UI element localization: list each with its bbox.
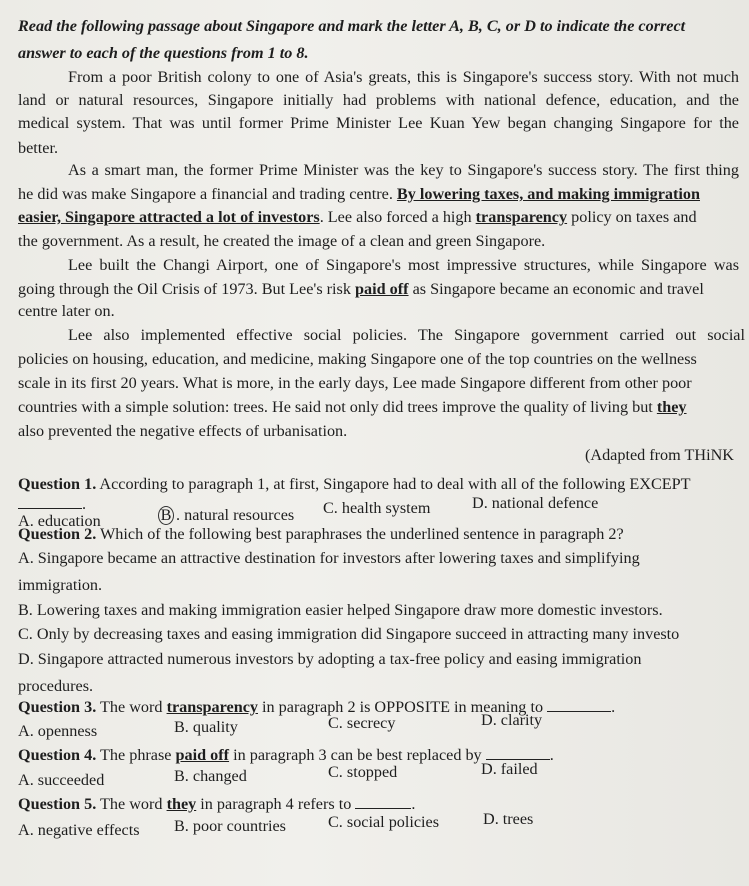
p1-line-4: better. [18,139,59,157]
q1-option-c[interactable]: C. health system [323,499,431,517]
question-4-text-a: The phrase [96,746,176,764]
q2-option-a-line-1[interactable]: A. Singapore became an attractive destination for investors after lowering taxes and simplifying [18,549,640,567]
question-2-label: Question 2. [18,525,97,543]
question-3-text-a: The word [96,698,167,716]
instructions-line-1: Read the following passage about Singapore and mark the letter A, B, C, or D to indicate the correct [18,17,686,35]
answer-blank[interactable] [547,697,611,712]
question-4-phrase: paid off [175,746,230,764]
q4-option-c[interactable]: C. stopped [328,763,398,781]
question-5-label: Question 5. [18,795,97,813]
p4-line-5: also prevented the negative effects of urbanisation. [18,422,348,440]
underlined-word-they: they [656,398,687,416]
question-5-text-b: in paragraph 4 refers to [196,795,356,813]
q5-option-d[interactable]: D. trees [483,810,534,828]
q5-option-c[interactable]: C. social policies [328,813,440,831]
q1-option-b[interactable] [158,505,294,525]
q4-option-a[interactable]: A. succeeded [18,771,105,789]
p3-line-2-tail: as Singapore became an economic and travel [408,280,704,298]
answer-blank[interactable] [18,494,82,509]
p2-line-2 [18,184,741,204]
q1-option-d[interactable]: D. national defence [472,494,599,512]
instructions-line-2: answer to each of the questions from 1 to 8. [18,44,309,62]
answer-blank[interactable] [355,794,411,809]
selected-answer-circle: B [158,506,174,525]
q3-option-b[interactable]: B. quality [174,718,238,736]
p2-line-4: the government. As a result, he created the image of a clean and green Singapore. [18,232,546,250]
q2-option-a-line-2[interactable]: immigration. [18,576,103,594]
question-2-text: Which of the following best paraphrases the underlined sentence in paragraph 2? [96,525,624,543]
question-5-word: they [166,795,197,813]
underlined-sentence-part-2: easier, Singapore attracted a lot of investors [18,208,320,226]
q5-option-a[interactable]: A. negative effects [18,821,140,839]
p1-line-2: land or natural resources, Singapore initially had problems with national defence, education, and the [18,91,739,109]
question-3-dot: . [611,698,616,716]
question-1 [18,474,749,494]
question-3-text-b: in paragraph 2 is OPPOSITE in meaning to [258,698,548,716]
p3-line-3: centre later on. [18,302,115,320]
question-2 [18,524,741,544]
p1-line-3: medical system. That was until former Prime Minister Lee Kuan Yew began changing Singapore for the [18,114,739,132]
q1-option-b-text: . natural resources [176,506,295,524]
q2-option-d-line-2[interactable]: procedures. [18,677,94,695]
q3-option-c[interactable]: C. secrecy [328,714,396,732]
p2-line-2-text: he did was make Singapore a financial and trading centre. [18,185,397,203]
p4-line-1: Lee also implemented effective social policies. The Singapore government carried out social [68,326,745,344]
p4-line-4-text: countries with a simple solution: trees. He said not only did trees improve the quality of living but [18,398,657,416]
q4-option-b[interactable]: B. changed [174,767,247,785]
p1-line-1: From a poor British colony to one of Asia's greats, this is Singapore's success story. With not much [68,68,739,86]
question-1-dot: . [82,495,87,513]
p2-line-3-text: . Lee also forced a high [319,208,476,226]
underlined-word-transparency: transparency [475,208,568,226]
source-credit: (Adapted from THiNK [585,446,734,464]
q2-option-d-line-1[interactable]: D. Singapore attracted numerous investors by adopting a tax-free policy and easing immigration [18,650,642,668]
p3-line-2 [18,279,741,299]
underlined-phrase-paid-off: paid off [355,280,409,298]
answer-blank[interactable] [486,745,550,760]
question-4-dot: . [549,746,554,764]
p4-line-2: policies on housing, education, and medicine, making Singapore one of the top countries on the wellness [18,350,697,368]
question-4-text-b: in paragraph 3 can be best replaced by [229,746,486,764]
question-1-text: According to paragraph 1, at first, Singapore had to deal with all of the following EXCEPT [96,475,691,493]
question-5 [18,794,741,814]
p4-line-3: scale in its first 20 years. What is more, in the early days, Lee made Singapore different from other poor [18,374,692,392]
p2-line-1: As a smart man, the former Prime Minister was the key to Singapore's success story. The first thing [68,161,739,179]
p3-line-2-text: going through the Oil Crisis of 1973. But Lee's risk [18,280,355,298]
p2-line-3 [18,207,741,227]
underlined-sentence-part-1: By lowering taxes, and making immigration [396,185,700,203]
q1-option-a[interactable]: A. education [18,512,101,530]
p2-line-3-tail: policy on taxes and [567,208,697,226]
q5-option-b[interactable]: B. poor countries [174,817,286,835]
question-3-label: Question 3. [18,698,97,716]
question-5-text-a: The word [96,795,167,813]
q2-option-c[interactable]: C. Only by decreasing taxes and easing immigration did Singapore succeed in attracting many investo [18,625,680,643]
question-3-word: transparency [166,698,258,716]
q2-option-b[interactable]: B. Lowering taxes and making immigration easier helped Singapore draw more domestic investors. [18,601,663,619]
question-1-label: Question 1. [18,475,97,493]
q3-option-a[interactable]: A. openness [18,722,98,740]
q4-option-d[interactable]: D. failed [481,760,538,778]
question-4-label: Question 4. [18,746,97,764]
p4-line-4 [18,397,749,417]
q3-option-d[interactable]: D. clarity [481,711,543,729]
p3-line-1: Lee built the Changi Airport, one of Singapore's most impressive structures, while Singapore was [68,256,739,274]
question-5-dot: . [411,795,416,813]
